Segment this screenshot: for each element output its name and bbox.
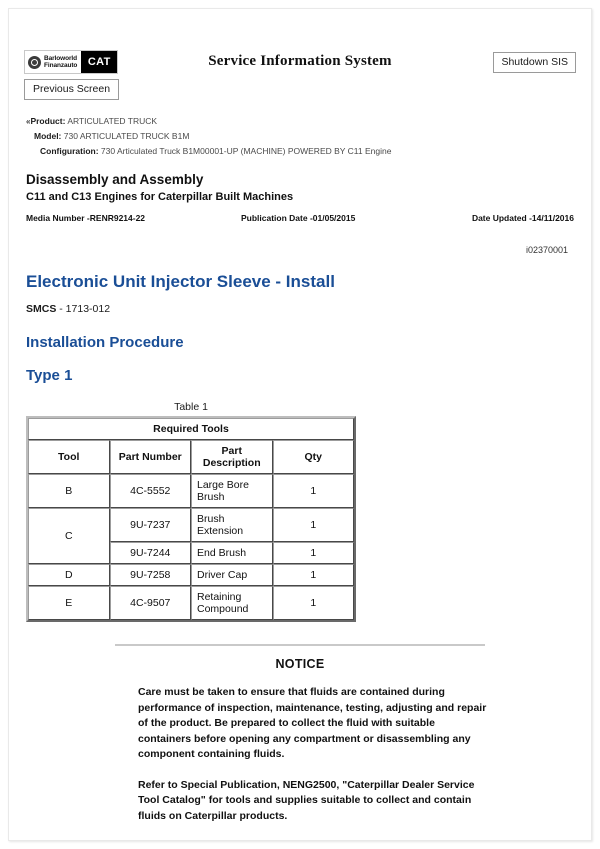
product-label: Product: [30, 116, 66, 126]
cell-description: Brush Extension [191, 508, 273, 542]
configuration-value: 730 Articulated Truck B1M00001-UP (MACHINE) POWERED BY C11 Engine [100, 146, 392, 156]
cell-qty: 1 [273, 508, 355, 542]
table-title: Required Tools [28, 418, 354, 440]
table-row [28, 564, 354, 586]
cell-tool: D [28, 564, 110, 586]
cell-part-number: 9U-7237 [110, 508, 192, 542]
column-header-tool: Tool [28, 440, 110, 474]
cell-tool: B [28, 474, 110, 508]
notice-body [110, 685, 490, 824]
required-tools-table-wrapper [26, 401, 356, 622]
cell-part-number: 9U-7258 [110, 564, 192, 586]
notice-paragraph-1: Care must be taken to ensure that fluids are contained during performance of inspection, maintenance, testing, adjusting and repair of the product. Be prepared to collect the fluid with suitable containers before opening any compartment or disassembling any component containing fluids. [138, 686, 487, 760]
notice-divider [115, 644, 485, 646]
column-header-part-description: Part Description [191, 440, 273, 474]
procedure-heading: Installation Procedure [26, 334, 184, 351]
required-tools-table [26, 416, 356, 622]
model-value: 730 ARTICULATED TRUCK B1M [63, 131, 190, 141]
column-header-part-number: Part Number [110, 440, 192, 474]
media-number: Media Number -RENR9214-22 [26, 213, 146, 223]
previous-screen-button[interactable]: Previous Screen [24, 79, 119, 100]
page-title: Electronic Unit Injector Sleeve - Install [26, 272, 335, 291]
model-line [26, 129, 576, 144]
document-header [26, 171, 576, 223]
table-caption: Table 1 [174, 401, 208, 413]
cell-description: Large Bore Brush [191, 474, 273, 508]
cell-tool: C [28, 508, 110, 564]
cell-description: End Brush [191, 542, 273, 564]
table-title-row [28, 418, 354, 440]
top-bar [24, 50, 576, 102]
product-value: ARTICULATED TRUCK [67, 116, 158, 126]
table-row [28, 586, 354, 620]
smcs-line [26, 302, 576, 316]
cell-qty: 1 [273, 564, 355, 586]
page-content [0, 50, 600, 824]
notice-paragraph-2: Refer to Special Publication, NENG2500, "Caterpillar Dealer Service Tool Catalog" for tools and supplies suitable to collect and contain fluids on Caterpillar products. [138, 778, 475, 822]
cat-logo: CAT [81, 51, 117, 73]
system-title: Service Information System [208, 53, 392, 69]
cell-description: Driver Cap [191, 564, 273, 586]
smcs-label: SMCS [26, 303, 57, 315]
smcs-value: - 1713-012 [59, 303, 111, 315]
brand-line-2: Finanzauto [44, 62, 78, 69]
cell-qty: 1 [273, 586, 355, 620]
cell-tool: E [28, 586, 110, 620]
section-title: Disassembly and Assembly [26, 172, 204, 187]
cell-part-number: 4C-5552 [110, 474, 192, 508]
cell-description: Retaining Compound [191, 586, 273, 620]
table-row [28, 474, 354, 508]
publication-date: Publication Date -01/05/2015 [241, 213, 356, 223]
date-updated: Date Updated -14/11/2016 [471, 213, 574, 223]
type-heading: Type 1 [26, 367, 73, 384]
column-header-qty: Qty [273, 440, 355, 474]
document-id: i02370001 [525, 245, 568, 255]
manual-title: C11 and C13 Engines for Caterpillar Built Machines [26, 191, 294, 203]
collapse-arrow-icon[interactable]: « [26, 117, 31, 126]
product-breadcrumb [26, 114, 576, 159]
cell-part-number: 9U-7244 [110, 542, 192, 564]
notice-heading: NOTICE [275, 657, 325, 671]
table-row [28, 508, 354, 542]
shutdown-sis-button[interactable]: Shutdown SIS [493, 52, 576, 73]
cell-part-number: 4C-9507 [110, 586, 192, 620]
configuration-line [26, 144, 576, 159]
brand-line-1: Barloworld [44, 54, 77, 62]
model-label: Model: [34, 131, 62, 141]
table-header-row [28, 440, 354, 474]
product-line [26, 114, 576, 129]
document-meta-row [26, 213, 576, 223]
configuration-label: Configuration: [40, 146, 99, 156]
cell-qty: 1 [273, 542, 355, 564]
cell-qty: 1 [273, 474, 355, 508]
